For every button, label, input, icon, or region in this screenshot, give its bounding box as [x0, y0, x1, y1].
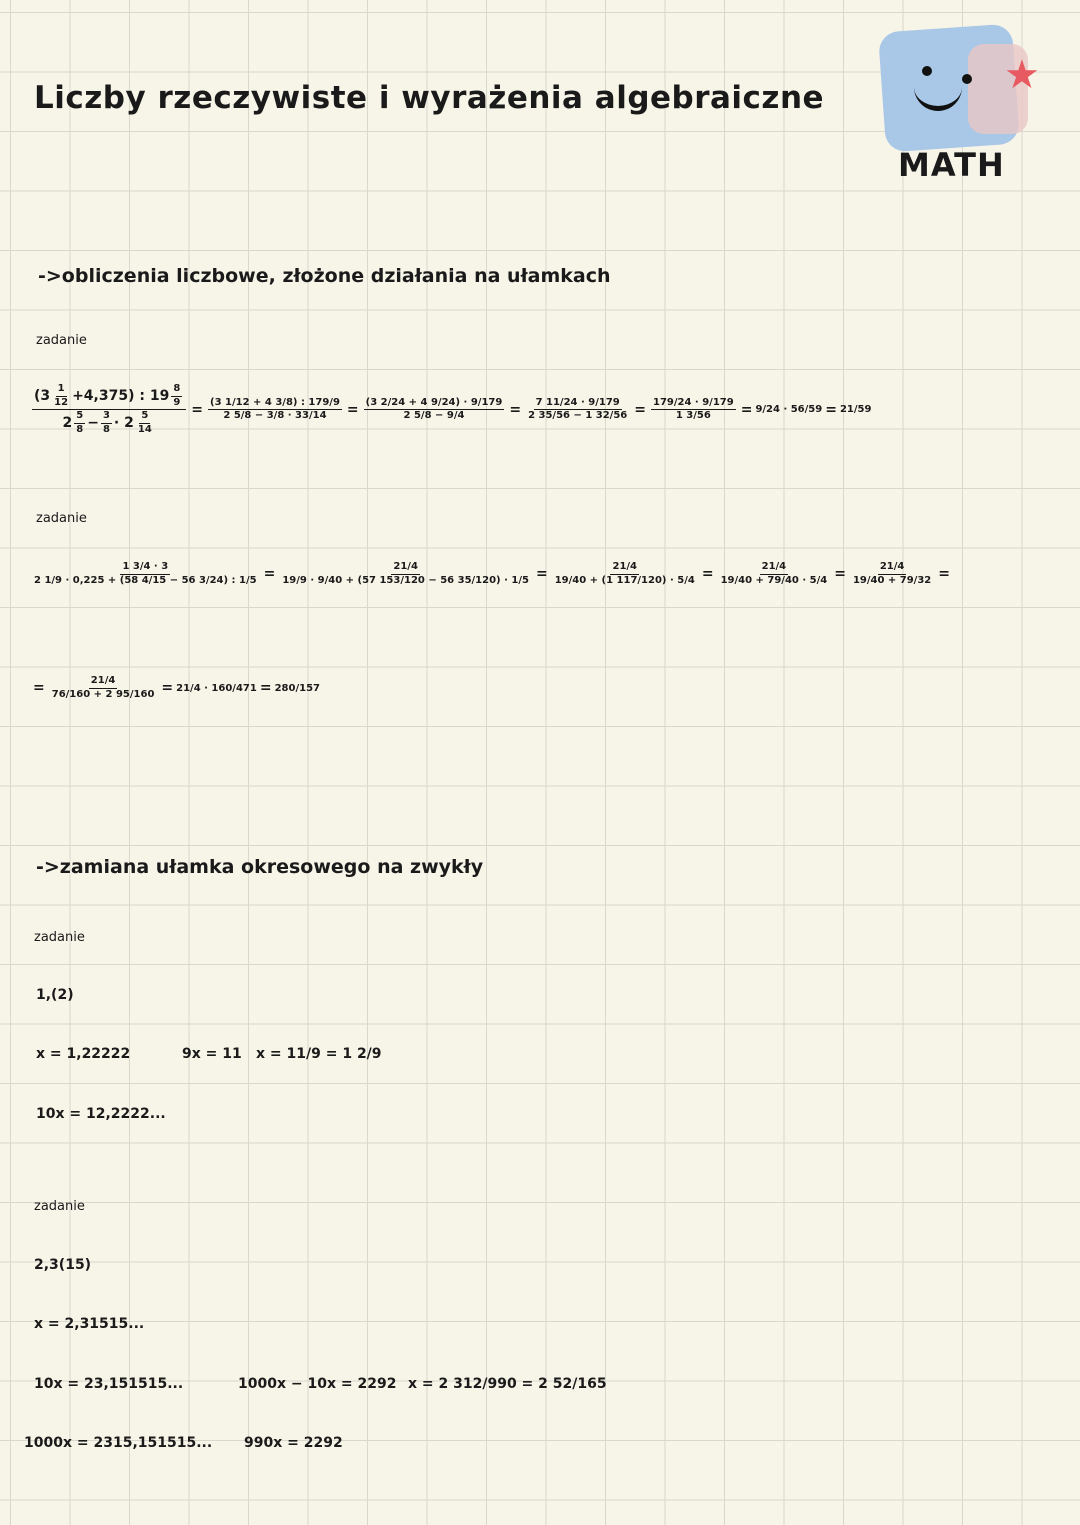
task1-equation: (3 $\frac{1}{12}$ +4,375) : 19 $\frac{8}{9}$ 2 $\frac{5}{8}$ − $\frac{3}{8}$ · 2 $\frac{5}{14}$ = $\frac{(3 1/12 + 4 3/8) : 179/9}{2 5/8 - 3/8 \cdot 33/14}$ = $\frac{(3 2/24 + 4 9/24) \cdot 9/179}{2 5/8 - 9/4}$ = $\frac{7 11/24 \cdot 9/179}{2 35/56 - 1 32/56}$ = $\frac{179/24 \cdot 9/179}{1 3/56}$ = 9/24 · 56/59 = 21/59	[34, 383, 872, 435]
task2-step1: $\frac{1 3/4 \cdot 3}{2 1/9 \cdot 0,225 + (58 4/15 - 56 3/24) : 1/5}$	[34, 561, 257, 586]
equation-line: 9x = 11	[182, 1046, 242, 1062]
task2-equation-row1: $\frac{1 3/4 \cdot 3}{2 1/9 \cdot 0,225 + (58 4/15 - 56 3/24) : 1/5}$ = $\frac{21/4}{19/9 \cdot 9/40 + (57 153/120 - 56 35/120) \cdot 1/5}$ = $\frac{21/4}{19/40 + (1 117/120) \cdot 5/4}$ = $\frac{21/4}{19/40 + 79/40 \cdot 5/4}$ = $\frac{21/4}{19/40 + 79/32}$ =	[34, 561, 950, 586]
task-label: zadanie	[36, 511, 87, 526]
task1-step2: $\frac{(3 1/12 + 4 3/8) : 179/9}{2 5/8 - 3/8 \cdot 33/14}$	[210, 396, 340, 421]
math-sticker	[878, 14, 1058, 194]
task-label: zadanie	[34, 1199, 85, 1214]
page-title: Liczby rzeczywiste i wyrażenia algebraiczne	[34, 80, 825, 116]
equation-line: 990x = 2292	[244, 1435, 343, 1451]
task1-step1: (3 $\frac{1}{12}$ +4,375) : 19 $\frac{8}{9}$ 2 $\frac{5}{8}$ − $\frac{3}{8}$ · 2 $\frac{5}{14}$	[32, 384, 186, 435]
smiley-face-icon	[922, 66, 932, 76]
equation-line: 10x = 12,2222...	[36, 1106, 166, 1122]
equation-line: 1000x − 10x = 2292	[238, 1376, 397, 1392]
task-label: zadanie	[34, 930, 85, 945]
task1-step5: $\frac{179/24 \cdot 9/179}{1 3/56}$	[653, 396, 734, 421]
task2-result: 280/157	[274, 682, 320, 694]
sticker-text: MATH	[898, 146, 1005, 184]
section-heading-1: ->obliczenia liczbowe, złożone działania na ułamkach	[38, 265, 611, 287]
star-icon: ★	[1004, 52, 1040, 98]
task1-step6: 9/24 · 56/59	[755, 404, 823, 415]
task2-step6: $\frac{21/4}{76/160 + 2 95/160}$	[51, 675, 155, 700]
section-heading-2: ->zamiana ułamka okresowego na zwykły	[36, 856, 484, 878]
equation-line: 10x = 23,151515...	[34, 1376, 184, 1392]
equation-line: x = 2,31515...	[34, 1316, 145, 1332]
task2-step7: 21/4 · 160/471	[176, 682, 257, 694]
periodic-number-1: 1,(2)	[36, 987, 74, 1003]
periodic-number-2: 2,3(15)	[34, 1257, 92, 1273]
task2-step5: $\frac{21/4}{19/40 + 79/32}$	[852, 561, 932, 586]
task2-step4: $\frac{21/4}{19/40 + 79/40 \cdot 5/4}$	[720, 561, 828, 586]
equation-line: 1000x = 2315,151515...	[24, 1435, 213, 1451]
task2-equation-row2: = $\frac{21/4}{76/160 + 2 95/160}$ = 21/4 · 160/471 = 280/157	[33, 675, 320, 700]
task2-step2: $\frac{21/4}{19/9 \cdot 9/40 + (57 153/120 - 56 35/120) \cdot 1/5}$	[282, 561, 529, 586]
smiley-eye-icon	[962, 74, 972, 84]
task1-step4: $\frac{7 11/24 \cdot 9/179}{2 35/56 - 1 32/56}$	[528, 396, 628, 421]
task1-step3: $\frac{(3 2/24 + 4 9/24) \cdot 9/179}{2 5/8 - 9/4}$	[365, 396, 503, 421]
task-label: zadanie	[36, 333, 87, 348]
task2-step3: $\frac{21/4}{19/40 + (1 117/120) \cdot 5/4}$	[554, 561, 695, 586]
equation-line: x = 1,22222	[36, 1046, 131, 1062]
task1-result: 21/59	[839, 404, 872, 415]
equation-line: x = 11/9 = 1 2/9	[256, 1046, 382, 1062]
equation-line: x = 2 312/990 = 2 52/165	[408, 1376, 607, 1392]
